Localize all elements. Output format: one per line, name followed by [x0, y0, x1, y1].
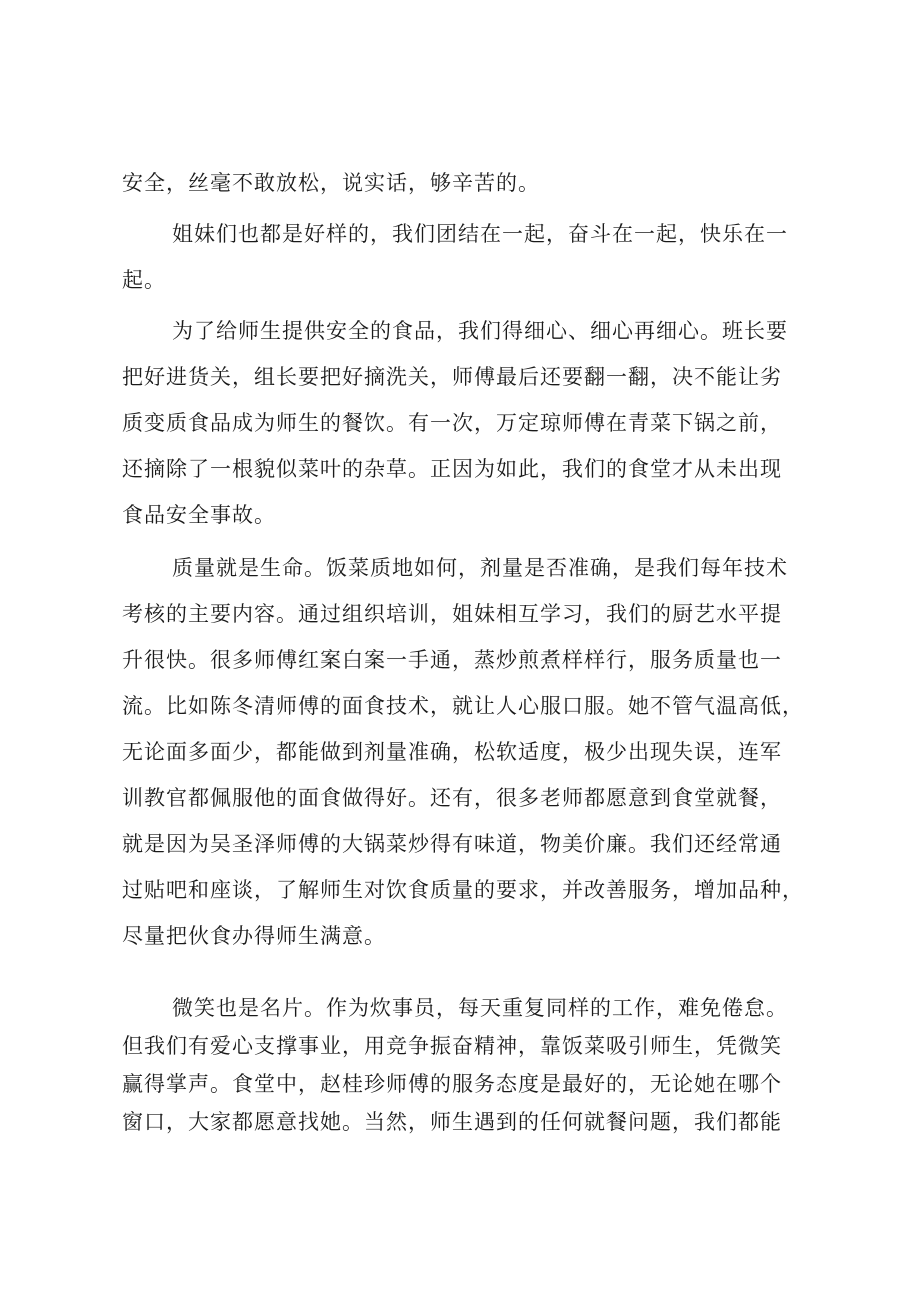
- text-line: 就是因为吴圣泽师傅的大锅菜炒得有味道，物美价廉。我们还经常通: [122, 832, 782, 856]
- text-line: 赢得掌声。食堂中，赵桂珍师傅的服务态度是最好的，无论她在哪个: [122, 1072, 782, 1096]
- text-line: 过贴吧和座谈，了解师生对饮食质量的要求，并改善服务，增加品种，: [122, 878, 804, 902]
- text-line: 训教官都佩服他的面食做得好。还有，很多老师都愿意到食堂就餐，: [122, 786, 782, 810]
- paragraph-1: [122, 160, 540, 206]
- text-line: 质量就是生命。饭菜质地如何，剂量是否准确，是我们每年技术: [172, 556, 788, 580]
- text-line: 为了给师生提供安全的食品，我们得细心、细心再细心。班长要: [172, 319, 788, 343]
- text-line: 微笑也是名片。作为炊事员，每天重复同样的工作，难免倦怠。: [172, 996, 788, 1020]
- text-line: 质变质食品成为师生的餐饮。有一次，万定琼师傅在青菜下锅之前，: [122, 411, 782, 435]
- text-line: 尽量把伙食办得师生满意。: [122, 924, 386, 948]
- text-line: 升很快。很多师傅红案白案一手通，蒸炒煎煮样样行，服务质量也一: [122, 648, 782, 672]
- text-line: 食品安全事故。: [122, 503, 276, 527]
- paragraph-3: [122, 308, 788, 538]
- paragraph-4: [122, 545, 804, 959]
- text-line: 窗口，大家都愿意找她。当然，师生遇到的任何就餐问题，我们都能: [122, 1110, 782, 1134]
- text-line: 安全，丝毫不敢放松，说实话，够辛苦的。: [122, 171, 540, 195]
- text-line: 把好进货关，组长要把好摘洗关，师傅最后还要翻一翻，决不能让劣: [122, 365, 782, 389]
- paragraph-5: [122, 989, 788, 1141]
- text-line: 流。比如陈冬清师傅的面食技术，就让人心服口服。她不管气温高低，: [122, 694, 804, 718]
- text-line: 姐妹们也都是好样的，我们团结在一起，奋斗在一起，快乐在一: [172, 222, 788, 246]
- text-line: 但我们有爱心支撑事业，用竞争振奋精神，靠饭菜吸引师生，凭微笑: [122, 1034, 782, 1058]
- text-line: 还摘除了一根貌似菜叶的杂草。正因为如此，我们的食堂才从未出现: [122, 457, 782, 481]
- paragraph-2: [122, 211, 788, 303]
- text-line: 考核的主要内容。通过组织培训，姐妹相互学习，我们的厨艺水平提: [122, 602, 782, 626]
- text-line: 无论面多面少，都能做到剂量准确，松软适度，极少出现失误，连军: [122, 740, 782, 764]
- text-line: 起。: [122, 268, 166, 292]
